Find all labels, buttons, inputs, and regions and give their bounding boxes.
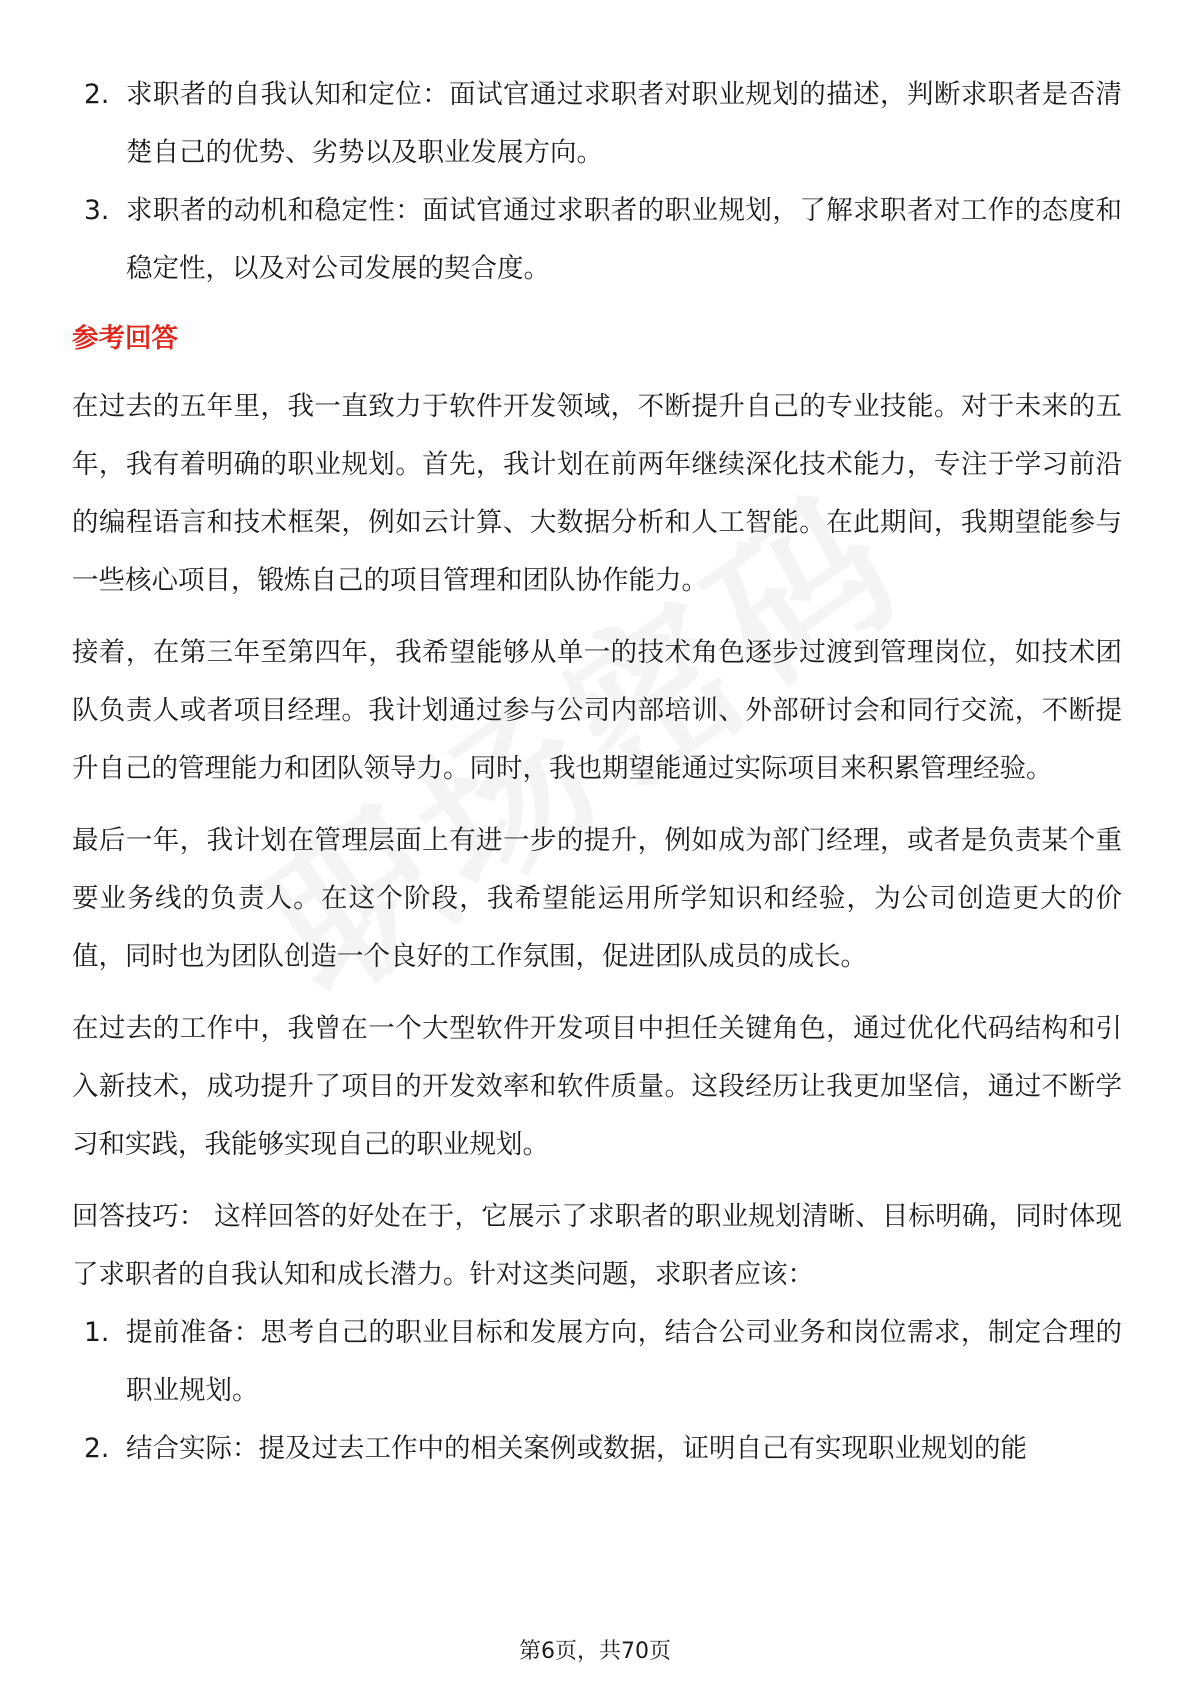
list-item-number: 2. (84, 1433, 110, 1464)
list-item-number: 2. (84, 79, 110, 110)
answer-paragraph: 最后一年，我计划在管理层面上有进一步的提升，例如成为部门经理，或者是负责某个重要业务线的负责人。在这个阶段，我希望能运用所学知识和经验，为公司创造更大的价值，同时也为团队创造一个良好的工作氛围，促进团队成员的成长。 (72, 825, 1122, 972)
list-item (72, 66, 1122, 182)
answer-paragraph: 接着，在第三年至第四年，我希望能够从单一的技术角色逐步过渡到管理岗位，如技术团队负责人或者项目经理。我计划通过参与公司内部培训、外部研讨会和同行交流，不断提升自己的管理能力和团队领导力。同时，我也期望能通过实际项目来积累管理经验。 (72, 637, 1122, 784)
tips-list (72, 1304, 1122, 1478)
list-item-text: 求职者的动机和稳定性：面试官通过求职者的职业规划，了解求职者对工作的态度和稳定性，以及对公司发展的契合度。 (126, 195, 1122, 284)
list-item (72, 182, 1122, 298)
answer-paragraph: 在过去的五年里，我一直致力于软件开发领域，不断提升自己的专业技能。对于未来的五年，我有着明确的职业规划。首先，我计划在前两年继续深化技术能力，专注于学习前沿的编程语言和技术框架，例如云计算、大数据分析和人工智能。在此期间，我期望能参与一些核心项目，锻炼自己的项目管理和团队协作能力。 (72, 391, 1122, 596)
criteria-list (72, 66, 1122, 298)
page-number-footer: 第6页，共70页 (519, 1639, 671, 1664)
page-content (72, 66, 1122, 1478)
tips-paragraph: 回答技巧： 这样回答的好处在于，它展示了求职者的职业规划清晰、目标明确，同时体现了求职者的自我认知和成长潜力。针对这类问题，求职者应该： (72, 1201, 1122, 1290)
list-item-text: 提前准备：思考自己的职业目标和发展方向，结合公司业务和岗位需求，制定合理的职业规划。 (126, 1317, 1122, 1406)
section-heading: 参考回答 (72, 323, 178, 354)
list-item-number: 3. (84, 195, 110, 226)
list-item-text: 求职者的自我认知和定位：面试官通过求职者对职业规划的描述，判断求职者是否清楚自己的优势、劣势以及职业发展方向。 (126, 79, 1122, 168)
list-item (72, 1304, 1122, 1420)
list-item-number: 1. (84, 1317, 110, 1348)
list-item (72, 1420, 1122, 1478)
list-item-text: 结合实际：提及过去工作中的相关案例或数据，证明自己有实现职业规划的能 (126, 1433, 1027, 1464)
answer-paragraph: 在过去的工作中，我曾在一个大型软件开发项目中担任关键角色，通过优化代码结构和引入新技术，成功提升了项目的开发效率和软件质量。这段经历让我更加坚信，通过不断学习和实践，我能够实现自己的职业规划。 (72, 1013, 1122, 1160)
